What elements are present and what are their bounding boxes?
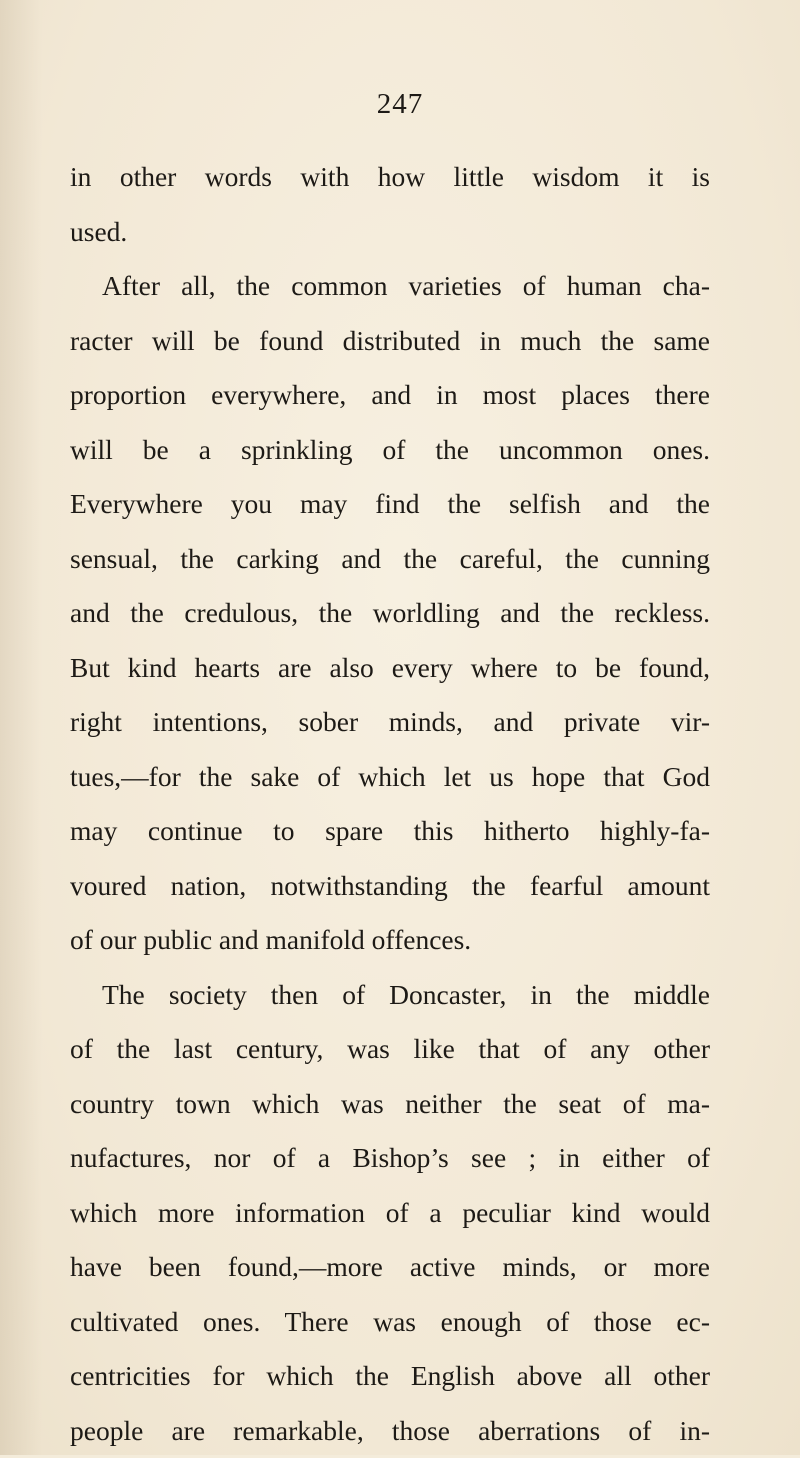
text-line: may continue to spare this hitherto highly-fa-	[70, 804, 710, 859]
text-line: tues,—for the sake of which let us hope that God	[70, 750, 710, 805]
text-line: voured nation, notwithstanding the fearful amount	[70, 859, 710, 914]
page-number: 247	[0, 88, 800, 121]
text-line: have been found,—more active minds, or more	[70, 1240, 710, 1295]
text-line: in other words with how little wisdom it is	[70, 150, 710, 205]
text-line: Everywhere you may find the selfish and the	[70, 477, 710, 532]
text-line: right intentions, sober minds, and private vir-	[70, 695, 710, 750]
text-line: racter will be found distributed in much the same	[70, 314, 710, 369]
text-line: cultivated ones. There was enough of those ec-	[70, 1295, 710, 1350]
text-line: The society then of Doncaster, in the middle	[70, 968, 710, 1023]
text-line: centricities for which the English above all other	[70, 1349, 710, 1404]
text-line: of the last century, was like that of any other	[70, 1022, 710, 1077]
text-line: and the credulous, the worldling and the reckless.	[70, 586, 710, 641]
text-line: of our public and manifold offences.	[70, 913, 710, 968]
text-line: which more information of a peculiar kind would	[70, 1186, 710, 1241]
body-text	[70, 150, 710, 1458]
text-line: country town which was neither the seat of ma-	[70, 1077, 710, 1132]
text-line: After all, the common varieties of human cha-	[70, 259, 710, 314]
text-line: proportion everywhere, and in most places there	[70, 368, 710, 423]
text-line: people are remarkable, those aberrations of in-	[70, 1404, 710, 1458]
page-edge-shadow	[0, 0, 42, 1455]
text-line: used.	[70, 205, 710, 260]
text-line: will be a sprinkling of the uncommon ones.	[70, 423, 710, 478]
text-line: nufactures, nor of a Bishop’s see ; in either of	[70, 1131, 710, 1186]
text-line: But kind hearts are also every where to be found,	[70, 641, 710, 696]
text-line: sensual, the carking and the careful, the cunning	[70, 532, 710, 587]
